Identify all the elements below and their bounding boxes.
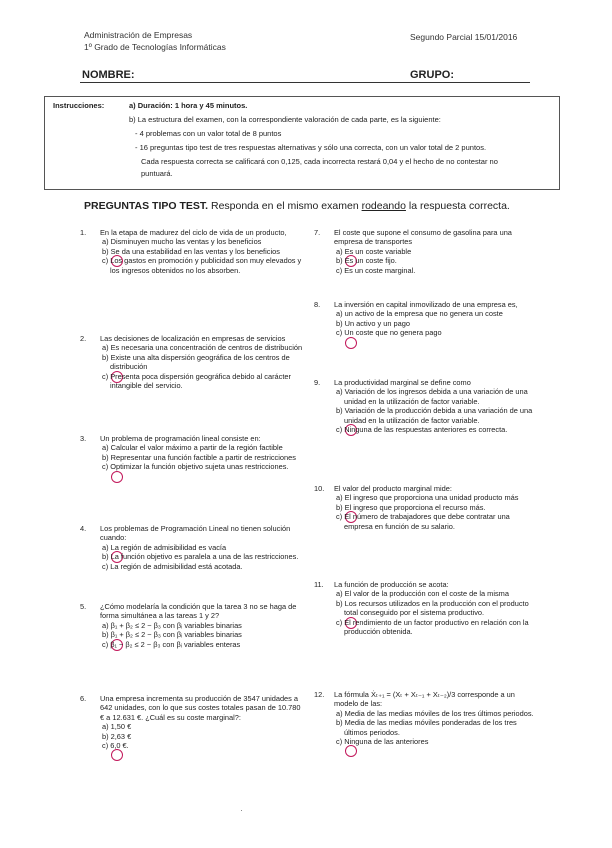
answer-option[interactable]: b) Representar una función factible a partir de restricciones — [102, 452, 296, 462]
section-title-bold: PREGUNTAS TIPO TEST. — [84, 200, 209, 212]
answer-option[interactable]: b) El ingreso que proporciona el recurso más. — [336, 503, 539, 512]
selected-answer-circle-icon — [345, 745, 357, 757]
page-dot: · — [240, 805, 243, 815]
question — [80, 602, 305, 649]
answer-option[interactable]: c) Un coste que no genera pago — [336, 328, 539, 337]
answer-option[interactable]: a) El valor de la producción con el coste de la misma — [336, 589, 509, 599]
name-label: NOMBRE: — [82, 69, 135, 81]
answer-option[interactable]: c) β₁ − β₂ ≤ 2 − β₃ con βᵢ variables enteras — [102, 639, 241, 649]
selected-answer-circle-icon — [345, 337, 357, 349]
instruction-line: - 4 problemas con un valor total de 8 puntos — [135, 129, 282, 138]
question-text: El valor del producto marginal mide: — [334, 484, 452, 493]
answer-option[interactable]: c) Presenta poca dispersión geográfica debido al carácter intangible del servicio. — [102, 371, 291, 391]
exam-title: Segundo Parcial 15/01/2016 — [410, 32, 518, 42]
section-title-text: la respuesta correcta. — [405, 200, 510, 212]
answer-option[interactable]: c) El número de trabajadores que debe contratar una empresa en función de su salario. — [336, 512, 510, 531]
answer-option[interactable]: c) Es un coste marginal. — [336, 265, 416, 275]
course-name: Administración de Empresas — [84, 30, 193, 40]
question-number: 12. — [314, 690, 325, 699]
answer-option[interactable]: a) Es necesaria una concentración de centros de distribución — [102, 343, 303, 353]
section-title — [84, 200, 510, 212]
question-text: En la etapa de madurez del ciclo de vida de un producto, — [100, 228, 287, 237]
answer-option[interactable]: a) β₁ + β₂ ≤ 2 − β₃ con βᵢ variables binarias — [102, 620, 242, 630]
question-number: 11. — [314, 580, 324, 589]
question — [314, 484, 539, 531]
instruction-line: b) La estructura del examen, con la correspondiente valoración de cada parte, es la siguiente: — [129, 115, 441, 124]
answer-option[interactable]: b) Es un coste fijo. — [336, 256, 397, 266]
answer-option[interactable]: a) Media de las medias móviles de los tres últimos periodos. — [336, 708, 534, 718]
answer-option[interactable]: b) Media de las medias móviles ponderadas de los tres últimos periodos. — [336, 718, 517, 737]
answer-option[interactable]: b) La función objetivo es paralela a una de las restricciones. — [102, 552, 299, 562]
question — [80, 434, 305, 472]
answer-option[interactable]: b) Un activo y un pago — [336, 318, 410, 328]
answer-option[interactable]: c) Ninguna de las respuestas anteriores es correcta. — [336, 425, 508, 435]
answer-option[interactable]: a) Disminuyen mucho las ventas y los beneficios — [102, 237, 262, 247]
answer-option[interactable]: b) Se da una estabilidad en las ventas y los beneficios — [102, 247, 305, 256]
question-number: 9. — [314, 378, 321, 387]
instruction-line: puntuará. — [141, 169, 173, 178]
answer-option[interactable]: a) El ingreso que proporciona una unidad producto más — [336, 493, 519, 503]
degree-name: 1º Grado de Tecnologías Informáticas — [84, 42, 226, 52]
question-text: Las decisiones de localización en empresas de servicios — [100, 334, 286, 343]
question-number: 10. — [314, 484, 325, 493]
question-text: La función de producción se acota: — [334, 580, 449, 589]
question-text: El coste que supone el consumo de gasolina para una empresa de transportes — [334, 228, 512, 247]
selected-answer-circle-icon — [111, 471, 123, 483]
question — [80, 524, 305, 571]
answer-option[interactable]: a) Variación de los ingresos debida a una variación de una unidad en la utilización de factor variable. — [336, 387, 528, 406]
instruction-line: - 16 preguntas tipo test de tres respuestas alternativas y sólo una correcta, con un valor total de 2 puntos. — [135, 143, 487, 152]
instruction-line: a) Duración: 1 hora y 45 minutos. — [129, 101, 248, 110]
question-text: La fórmula Ẋₜ₊₁ = (Xₜ + Xₜ₋₁ + Xₜ₋₂)/3 corresponde a un modelo de las: — [334, 690, 515, 709]
question — [80, 228, 305, 275]
group-label: GRUPO: — [410, 69, 454, 81]
answer-option[interactable]: c) El rendimiento de un factor productivo en relación con la producción obtenida. — [336, 617, 529, 637]
answer-option[interactable]: b) Los recursos utilizados en la producción con el producto total conseguido por el sistema productivo. — [336, 599, 539, 618]
selected-answer-circle-icon — [111, 749, 123, 761]
answer-option[interactable]: c) Los gastos en promoción y publicidad son muy elevados y los ingresos obtenidos no los absorben. — [102, 256, 302, 275]
question-number: 5. — [80, 602, 87, 611]
answer-option[interactable]: a) Calcular el valor máximo a partir de la región factible — [102, 443, 283, 453]
answer-option[interactable]: c) La región de admisibilidad está acotada. — [102, 561, 243, 571]
question-number: 7. — [314, 228, 321, 237]
question-text: Un problema de programación lineal consiste en: — [100, 434, 261, 443]
question — [314, 300, 539, 338]
answer-option[interactable]: a) 1,50 € — [102, 722, 132, 732]
answer-option[interactable]: b) Existe una alta dispersión geográfica de los centros de distribución — [102, 353, 305, 372]
instructions-label: Instrucciones: — [53, 101, 105, 110]
question-text: Los problemas de Programación Lineal no tienen solución cuando: — [100, 524, 291, 543]
question-number: 3. — [80, 434, 87, 443]
question — [314, 580, 539, 636]
question-text: La productividad marginal se define como — [334, 378, 471, 387]
answer-option[interactable]: a) La región de admisibilidad es vacía — [102, 543, 305, 552]
instructions-box — [44, 96, 560, 190]
instruction-line: Cada respuesta correcta se calificará con 0,125, cada incorrecta restará 0,04 y el hecho de no contestar no — [141, 157, 498, 166]
answer-option[interactable]: b) β₁ + β₂ ≤ 2 − β₃ con βᵢ variables binarias — [102, 630, 305, 639]
question-text: La inversión en capital inmovilizado de una empresa es, — [334, 300, 518, 309]
question — [80, 334, 305, 390]
question — [314, 378, 539, 434]
answer-option[interactable]: a) un activo de la empresa que no genera un coste — [336, 309, 503, 319]
answer-option[interactable]: a) Es un coste variable — [336, 247, 539, 256]
question-number: 6. — [80, 694, 87, 703]
answer-option[interactable]: b) 2,63 € — [102, 731, 132, 741]
question — [80, 694, 305, 750]
answer-option[interactable]: c) Ninguna de las anteriores — [336, 737, 539, 746]
name-field[interactable] — [80, 66, 530, 83]
question-number: 1. — [80, 228, 87, 237]
answer-option[interactable]: c) 6,0 €. — [102, 741, 305, 750]
section-title-underlined: rodeando — [361, 200, 406, 212]
question-text: Una empresa incrementa su producción de 3547 unidades a 642 unidades, con lo que sus costes totales pasan de 10.780 € a 12.631 €. ¿Cuál es su coste marginal?: — [100, 694, 301, 722]
question — [314, 690, 539, 746]
answer-option[interactable]: b) Variación de la producción debida a una variación de una unidad en la utilización de factor variable. — [336, 406, 539, 425]
question — [314, 228, 539, 275]
question-number: 8. — [314, 300, 321, 309]
section-title-text: Responda en el mismo examen — [208, 200, 362, 212]
question-number: 4. — [80, 524, 87, 533]
answer-option[interactable]: c) Optimizar la función objetivo sujeta unas restricciones. — [102, 462, 305, 471]
question-number: 2. — [80, 334, 87, 343]
question-text: ¿Cómo modelaría la condición que la tarea 3 no se haga de forma simultánea a las tareas 1 y 2? — [100, 602, 297, 621]
